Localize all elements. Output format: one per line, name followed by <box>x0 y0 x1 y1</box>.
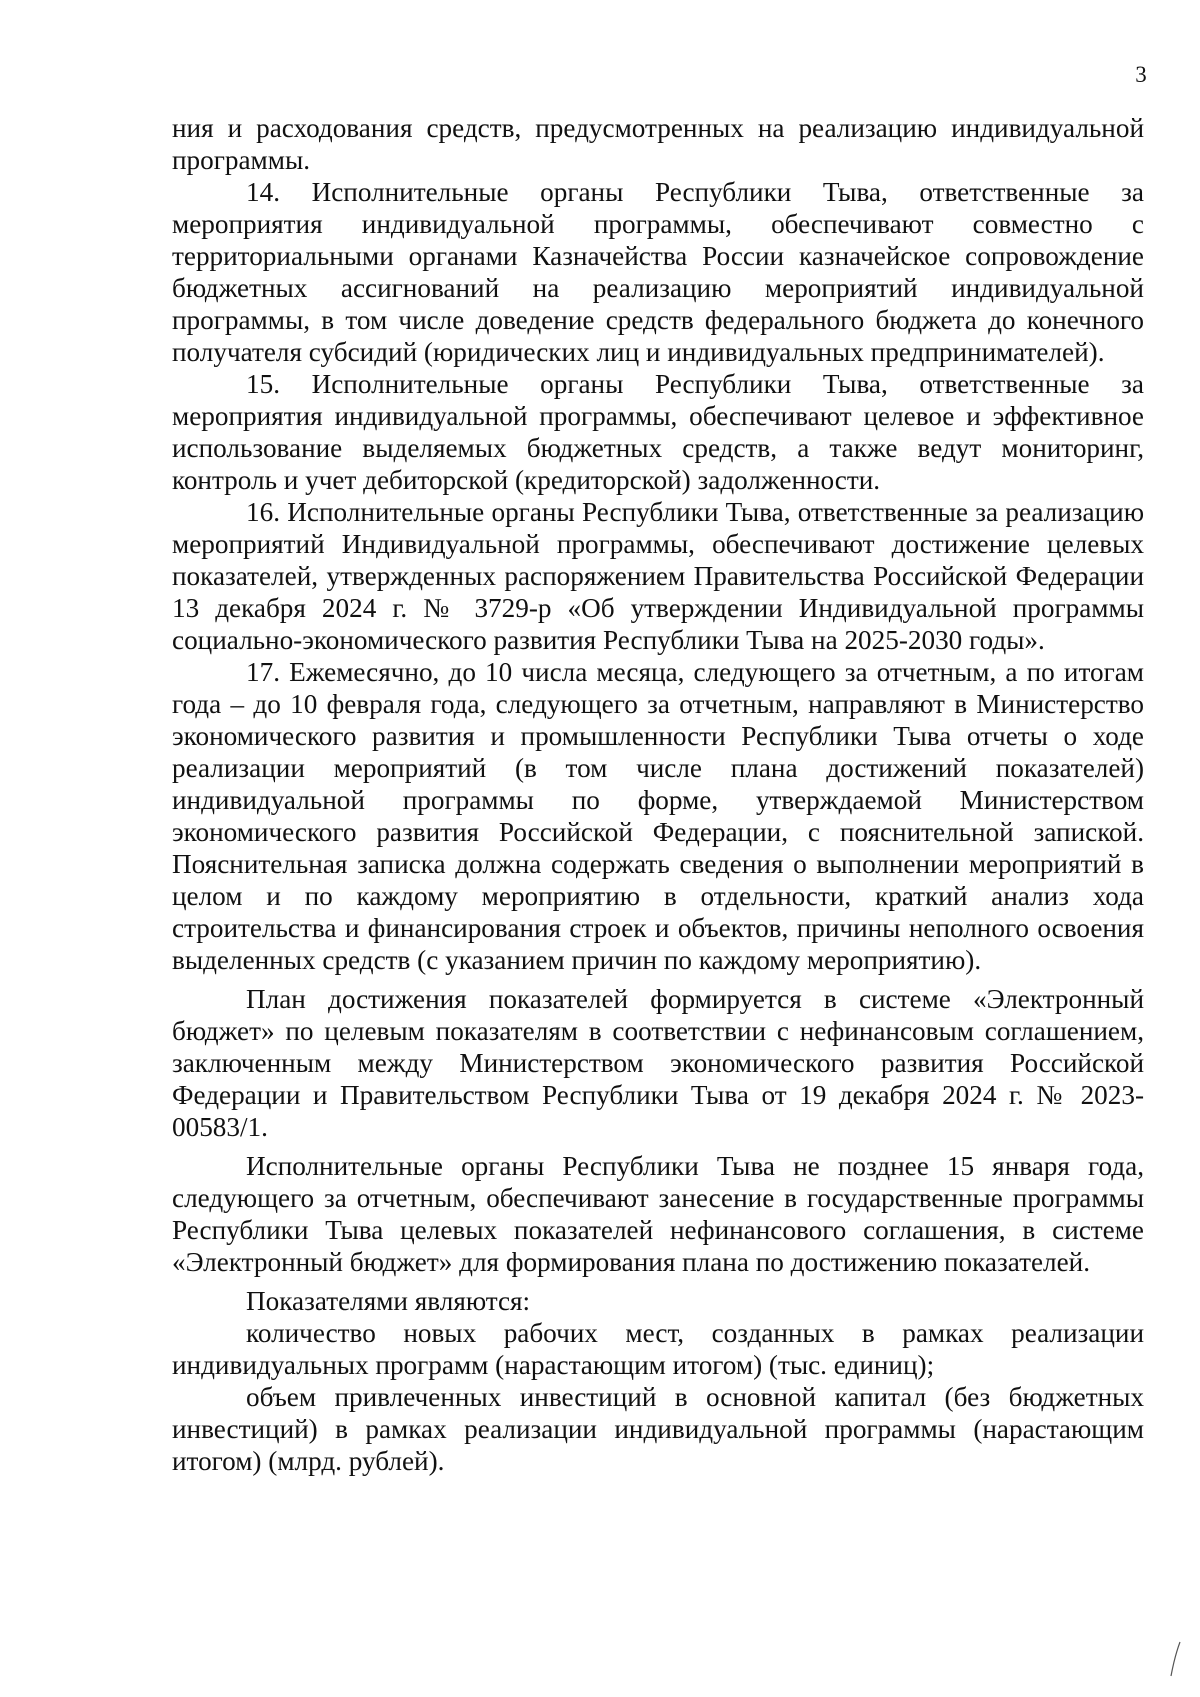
paragraph-item-15: 15. Исполнительные органы Республики Тыва, ответственные за мероприятия индивидуальной программы, обеспечивают целевое и эффективное использование выделяемых бюджетных средств, а также ведут мониторинг, контроль и учет дебиторской (кредиторской) задолженности. <box>172 369 1144 495</box>
paragraph-item-16: 16. Исполнительные органы Республики Тыва, ответственные за реализацию мероприятий Индивидуальной программы, обеспечивают достижение целевых показателей, утвержденных распоряжением Правительства Российской Федерации 13 декабря 2024 г. № 3729-р «Об утверждении Индивидуальной программы социально-экономического развития Республики Тыва на 2025-2030 годы». <box>172 497 1144 655</box>
pen-mark-icon <box>1168 1640 1184 1680</box>
paragraph-executive-bodies: Исполнительные органы Республики Тыва не позднее 15 января года, следующего за отчетным, обеспечивают занесение в государственные программы Республики Тыва целевых показателей нефинансового соглашения, в системе «Электронный бюджет» для формирования плана по достижению показателей. <box>172 1151 1144 1277</box>
page-number: 3 <box>1135 62 1147 87</box>
paragraph-continuation: ния и расходования средств, предусмотренных на реализацию индивидуальной программы. <box>172 113 1144 175</box>
paragraph-item-14: 14. Исполнительные органы Республики Тыва, ответственные за мероприятия индивидуальной программы, обеспечивают совместно с территориальными органами Казначейства России казначейское сопровождение бюджетных ассигнований на реализацию мероприятий индивидуальной программы, в том числе доведение средств федерального бюджета до конечного получателя субсидий (юридических лиц и индивидуальных предпринимателей). <box>172 177 1144 367</box>
paragraph-item-17: 17. Ежемесячно, до 10 числа месяца, следующего за отчетным, а по итогам года – до 10 февраля года, следующего за отчетным, направляют в Министерство экономического развития и промышленности Республики Тыва отчеты о ходе реализации мероприятий (в том числе плана достижений показателей) индивидуальной программы по форме, утверждаемой Министерством экономического развития Российской Федерации, с пояснительной запиской. Пояснительная записка должна содержать сведения о выполнении мероприятий в целом и по каждому мероприятию в отдельности, краткий анализ хода строительства и финансирования строек и объектов, причины неполного освоения выделенных средств (с указанием причин по каждому мероприятию). <box>172 657 1144 975</box>
paragraph-indicators-heading: Показателями являются: <box>246 1286 531 1316</box>
paragraph-indicator-jobs: количество новых рабочих мест, созданных в рамках реализации индивидуальных программ (нарастающим итогом) (тыс. единиц); <box>172 1318 1144 1380</box>
paragraph-plan: План достижения показателей формируется в системе «Электронный бюджет» по целевым показателям в соответствии с нефинансовым соглашением, заключенным между Министерством экономического развития Российской Федерации и Правительством Республики Тыва от 19 декабря 2024 г. № 2023-00583/1. <box>172 984 1144 1142</box>
document-body <box>172 112 1144 1477</box>
paragraph-indicator-investments: объем привлеченных инвестиций в основной капитал (без бюджетных инвестиций) в рамках реализации индивидуальной программы (нарастающим итогом) (млрд. рублей). <box>172 1382 1144 1476</box>
